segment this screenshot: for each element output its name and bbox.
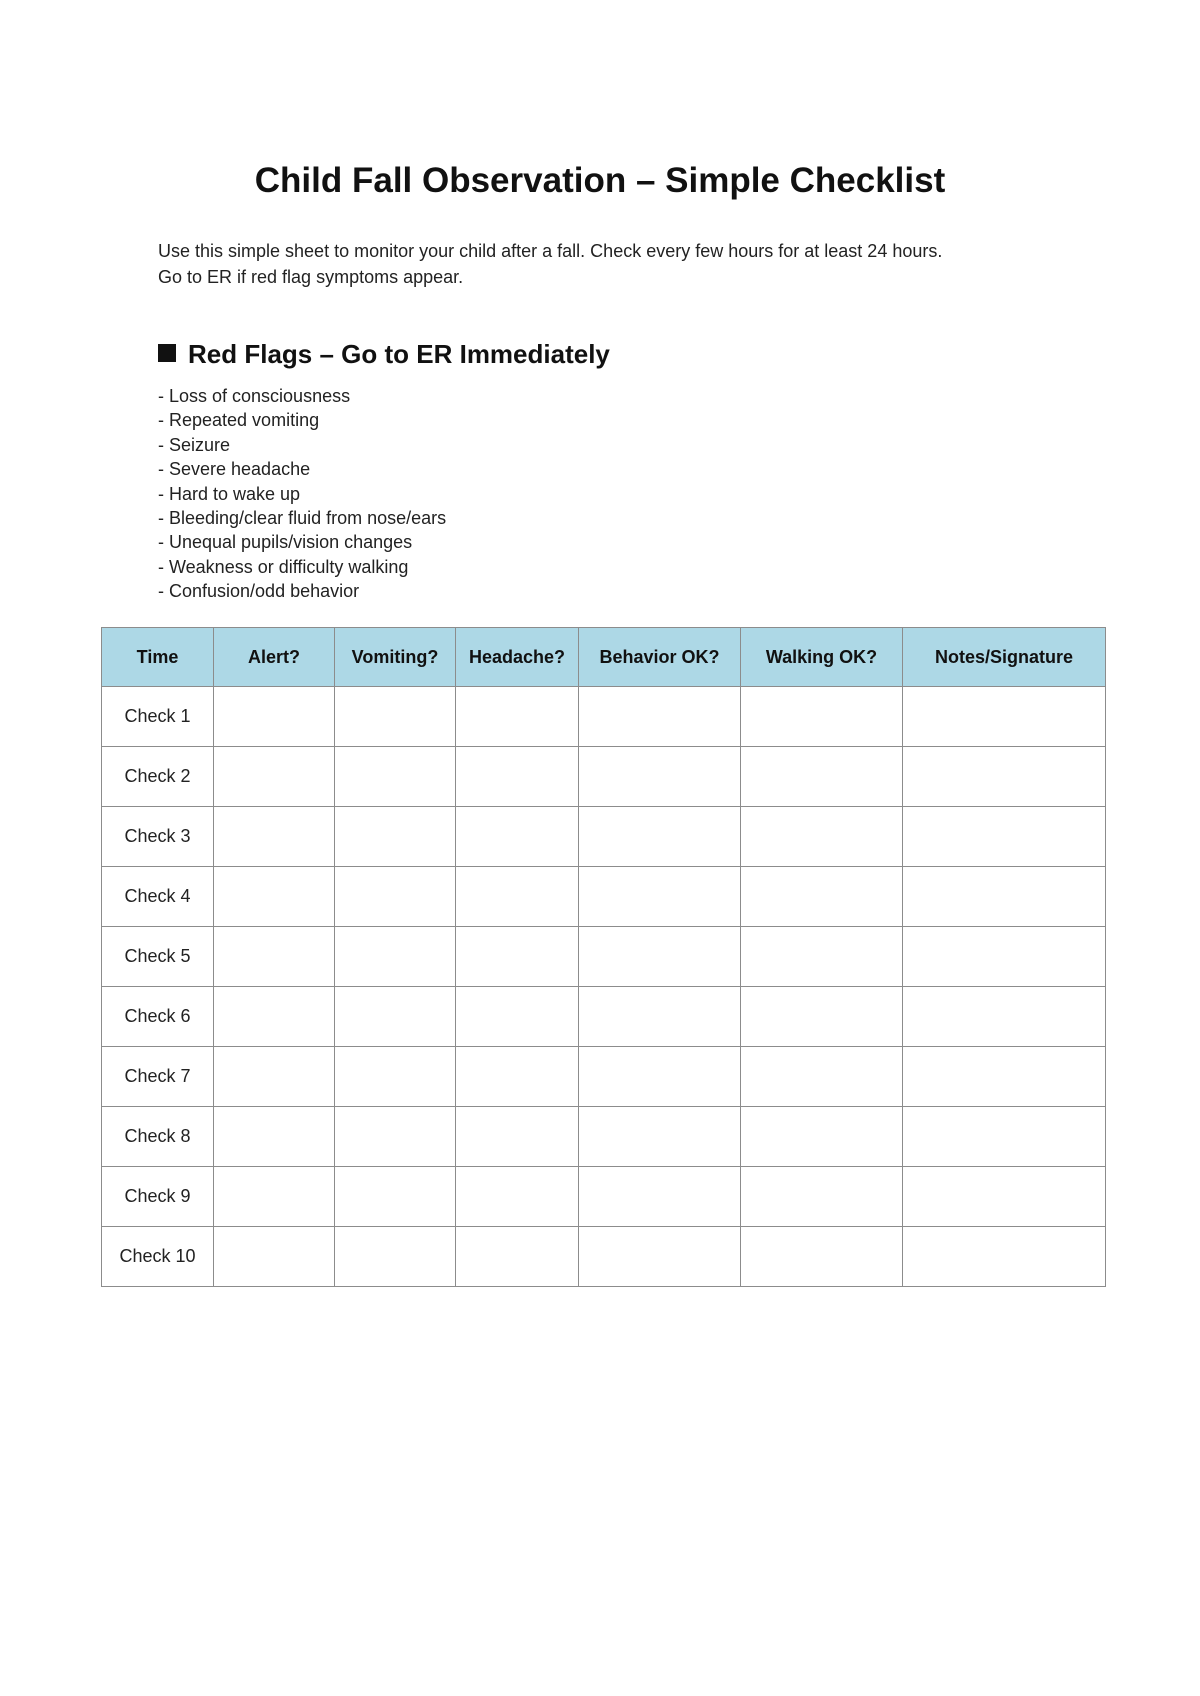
page-title: Child Fall Observation – Simple Checklist <box>254 161 946 200</box>
table-row <box>102 1107 1106 1167</box>
column-header-walking: Walking OK? <box>741 628 903 687</box>
behavior-cell[interactable] <box>579 687 741 747</box>
walking-cell[interactable] <box>741 867 903 927</box>
behavior-cell[interactable] <box>579 987 741 1047</box>
headache-cell[interactable] <box>456 927 579 987</box>
headache-cell[interactable] <box>456 807 579 867</box>
notes-cell[interactable] <box>903 867 1106 927</box>
notes-cell[interactable] <box>903 807 1106 867</box>
walking-cell[interactable] <box>741 1047 903 1107</box>
alert-cell[interactable] <box>214 1107 335 1167</box>
notes-cell[interactable] <box>903 1167 1106 1227</box>
red-flags-heading-text: Red Flags – Go to ER Immediately <box>188 339 610 369</box>
vomiting-cell[interactable] <box>335 927 456 987</box>
alert-cell[interactable] <box>214 1047 335 1107</box>
behavior-cell[interactable] <box>579 1107 741 1167</box>
headache-cell[interactable] <box>456 747 579 807</box>
column-header-vomiting: Vomiting? <box>335 628 456 687</box>
time-cell: Check 9 <box>102 1167 214 1227</box>
walking-cell[interactable] <box>741 807 903 867</box>
column-header-notes: Notes/Signature <box>903 628 1106 687</box>
table-row <box>102 927 1106 987</box>
notes-cell[interactable] <box>903 987 1106 1047</box>
time-cell: Check 5 <box>102 927 214 987</box>
notes-cell[interactable] <box>903 1047 1106 1107</box>
table-row <box>102 987 1106 1047</box>
vomiting-cell[interactable] <box>335 1107 456 1167</box>
alert-cell[interactable] <box>214 747 335 807</box>
alert-cell[interactable] <box>214 1227 335 1287</box>
headache-cell[interactable] <box>456 987 579 1047</box>
headache-cell[interactable] <box>456 687 579 747</box>
walking-cell[interactable] <box>741 927 903 987</box>
alert-cell[interactable] <box>214 687 335 747</box>
behavior-cell[interactable] <box>579 867 741 927</box>
notes-cell[interactable] <box>903 687 1106 747</box>
red-flag-item: - Weakness or difficulty walking <box>158 556 409 577</box>
time-cell: Check 4 <box>102 867 214 927</box>
walking-cell[interactable] <box>741 1167 903 1227</box>
time-cell: Check 1 <box>102 687 214 747</box>
behavior-cell[interactable] <box>579 927 741 987</box>
alert-cell[interactable] <box>214 1167 335 1227</box>
black-square-icon <box>158 344 176 362</box>
red-flag-item: - Unequal pupils/vision changes <box>158 532 413 553</box>
observation-table <box>101 627 1106 1287</box>
notes-cell[interactable] <box>903 1107 1106 1167</box>
vomiting-cell[interactable] <box>335 1167 456 1227</box>
behavior-cell[interactable] <box>579 1227 741 1287</box>
table-row <box>102 1167 1106 1227</box>
vomiting-cell[interactable] <box>335 747 456 807</box>
walking-cell[interactable] <box>741 987 903 1047</box>
behavior-cell[interactable] <box>579 747 741 807</box>
walking-cell[interactable] <box>741 747 903 807</box>
red-flag-item: - Repeated vomiting <box>158 410 320 431</box>
table-header-row <box>102 628 1106 687</box>
column-header-time: Time <box>102 628 214 687</box>
column-header-behavior: Behavior OK? <box>579 628 741 687</box>
red-flag-item: - Confusion/odd behavior <box>158 581 360 602</box>
notes-cell[interactable] <box>903 927 1106 987</box>
behavior-cell[interactable] <box>579 1047 741 1107</box>
behavior-cell[interactable] <box>579 1167 741 1227</box>
headache-cell[interactable] <box>456 867 579 927</box>
vomiting-cell[interactable] <box>335 807 456 867</box>
column-header-alert: Alert? <box>214 628 335 687</box>
headache-cell[interactable] <box>456 1107 579 1167</box>
notes-cell[interactable] <box>903 747 1106 807</box>
alert-cell[interactable] <box>214 867 335 927</box>
red-flag-item: - Loss of consciousness <box>158 386 351 406</box>
walking-cell[interactable] <box>741 1227 903 1287</box>
table-row <box>102 1047 1106 1107</box>
time-cell: Check 6 <box>102 987 214 1047</box>
intro-line-2: Go to ER if red flag symptoms appear. <box>158 267 464 287</box>
table-row <box>102 1227 1106 1287</box>
time-cell: Check 10 <box>102 1227 214 1287</box>
vomiting-cell[interactable] <box>335 867 456 927</box>
headache-cell[interactable] <box>456 1227 579 1287</box>
time-cell: Check 7 <box>102 1047 214 1107</box>
alert-cell[interactable] <box>214 927 335 987</box>
vomiting-cell[interactable] <box>335 1227 456 1287</box>
red-flags-list <box>158 384 446 604</box>
red-flag-item: - Severe headache <box>158 459 311 480</box>
time-cell: Check 2 <box>102 747 214 807</box>
red-flag-item: - Seizure <box>158 434 231 455</box>
headache-cell[interactable] <box>456 1167 579 1227</box>
table-row <box>102 747 1106 807</box>
table-row <box>102 687 1106 747</box>
table-row <box>102 807 1106 867</box>
red-flag-item: - Bleeding/clear fluid from nose/ears <box>158 508 447 529</box>
vomiting-cell[interactable] <box>335 987 456 1047</box>
vomiting-cell[interactable] <box>335 687 456 747</box>
notes-cell[interactable] <box>903 1227 1106 1287</box>
intro-line-1: Use this simple sheet to monitor your child after a fall. Check every few hours for at least 24 hours. <box>158 241 943 261</box>
alert-cell[interactable] <box>214 807 335 867</box>
red-flags-heading <box>158 336 610 372</box>
vomiting-cell[interactable] <box>335 1047 456 1107</box>
walking-cell[interactable] <box>741 1107 903 1167</box>
time-cell: Check 8 <box>102 1107 214 1167</box>
column-header-headache: Headache? <box>456 628 579 687</box>
walking-cell[interactable] <box>741 687 903 747</box>
table-row <box>102 867 1106 927</box>
intro-text <box>158 238 1118 290</box>
headache-cell[interactable] <box>456 1047 579 1107</box>
alert-cell[interactable] <box>214 987 335 1047</box>
time-cell: Check 3 <box>102 807 214 867</box>
red-flag-item: - Hard to wake up <box>158 483 301 504</box>
behavior-cell[interactable] <box>579 807 741 867</box>
